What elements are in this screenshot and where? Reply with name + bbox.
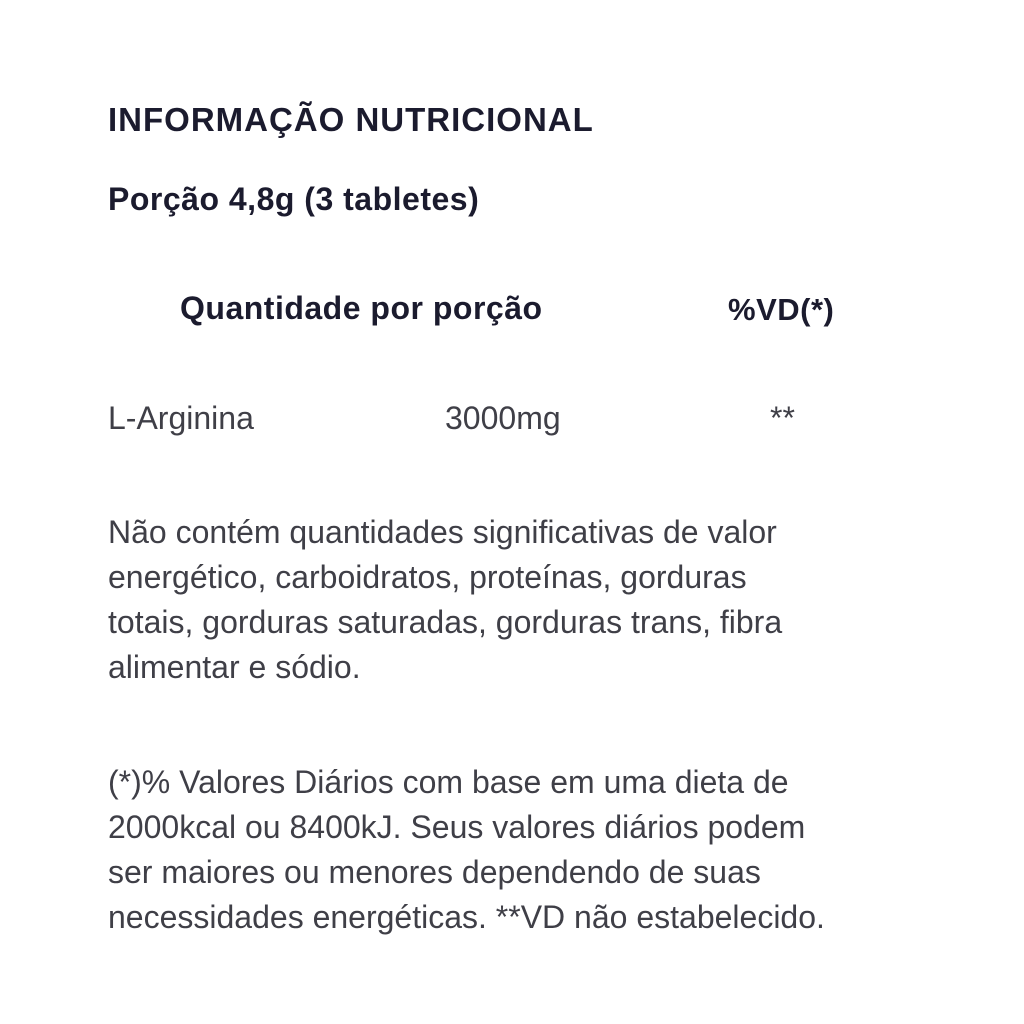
paragraph-line: 2000kcal ou 8400kJ. Seus valores diários podem (108, 809, 806, 845)
paragraph-line: necessidades energéticas. **VD não estabelecido. (108, 899, 825, 935)
daily-values-note-paragraph (108, 760, 825, 940)
nutrient-daily-value: ** (770, 400, 795, 436)
paragraph-line: ser maiores ou menores dependendo de suas (108, 854, 761, 890)
paragraph-line: totais, gorduras saturadas, gorduras trans, fibra (108, 604, 783, 640)
nutrient-amount: 3000mg (445, 400, 561, 436)
column-header-daily-value: %VD(*) (728, 292, 835, 327)
portion-size-text: Porção 4,8g (3 tabletes) (108, 181, 480, 217)
column-header-quantity-per-portion: Quantidade por porção (180, 290, 543, 326)
no-significant-amounts-paragraph (108, 510, 782, 690)
paragraph-line: (*)% Valores Diários com base em uma dieta de (108, 764, 789, 800)
paragraph-line: Não contém quantidades significativas de valor (108, 514, 777, 550)
page-title: INFORMAÇÃO NUTRICIONAL (108, 101, 594, 138)
nutrient-name: L-Arginina (108, 400, 254, 436)
paragraph-line: energético, carboidratos, proteínas, gorduras (108, 559, 747, 595)
paragraph-line: alimentar e sódio. (108, 649, 361, 685)
